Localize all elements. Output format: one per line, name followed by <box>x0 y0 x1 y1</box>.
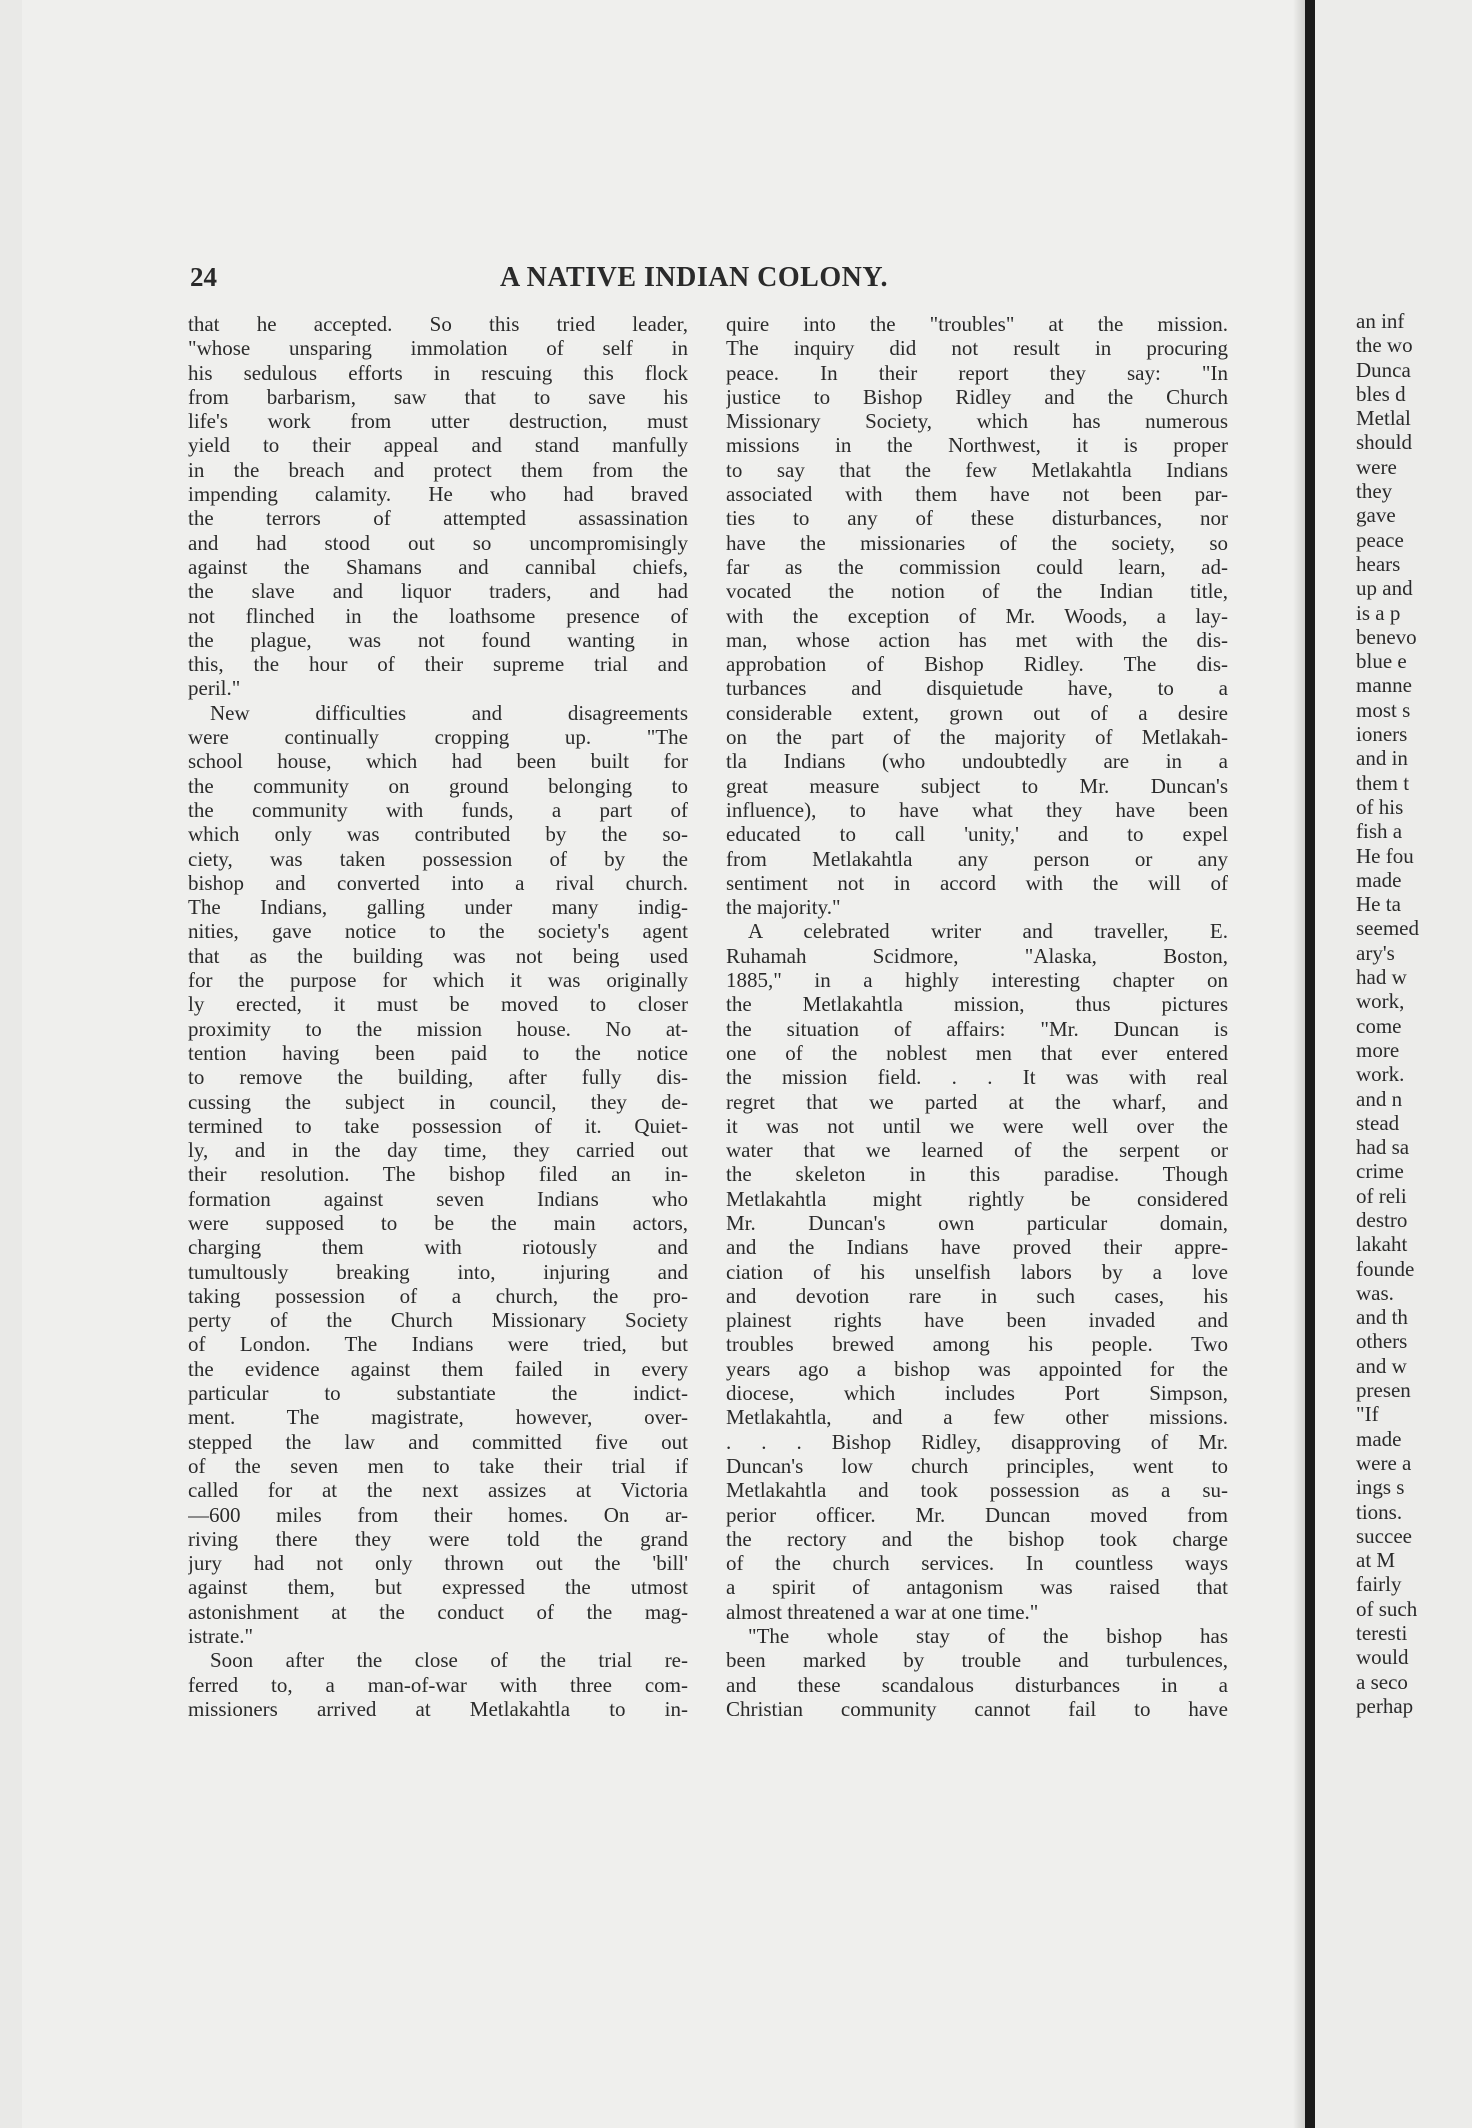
text-line: charging them with riotously and <box>188 1235 688 1260</box>
adjacent-page-text <box>1356 309 1472 1718</box>
text-line: troubles brewed among his people. Two <box>726 1332 1228 1357</box>
text-line: associated with them have not been par- <box>726 482 1228 507</box>
text-line: a spirit of antagonism was raised that <box>726 1575 1228 1600</box>
text-line: bishop and converted into a rival church. <box>188 870 688 895</box>
text-line: . . . Bishop Ridley, disapproving of Mr. <box>726 1429 1228 1454</box>
text-line: ties to any of these disturbances, nor <box>726 506 1228 531</box>
text-line: influence), to have what they have been <box>726 797 1228 822</box>
adjacent-page-line: they <box>1356 479 1393 504</box>
text-line: perty of the Church Missionary Society <box>188 1308 688 1333</box>
text-line: ment. The magistrate, however, over- <box>188 1405 688 1430</box>
adjacent-page-line: ary's <box>1356 940 1395 965</box>
adjacent-page-line: stead <box>1356 1110 1400 1135</box>
text-line: termined to take possession of it. Quiet- <box>188 1113 688 1138</box>
text-line: regret that we parted at the wharf, and <box>726 1089 1228 1114</box>
text-line: against the Shamans and cannibal chiefs, <box>188 554 688 579</box>
text-line: of the seven men to take their trial if <box>188 1453 688 1478</box>
text-line: 1885," in a highly interesting chapter on <box>726 968 1228 993</box>
adjacent-page-line: and in <box>1356 746 1408 771</box>
adjacent-page-line: of reli <box>1356 1183 1407 1208</box>
adjacent-page-line: He ta <box>1356 892 1401 917</box>
adjacent-page-line: "If <box>1356 1402 1379 1427</box>
text-line: been marked by trouble and turbulences, <box>726 1648 1228 1673</box>
text-line: school house, which had been built for <box>188 749 688 774</box>
book-page-right <box>1315 0 1472 2128</box>
adjacent-page-line: others <box>1356 1329 1408 1354</box>
adjacent-page-line: perhap <box>1356 1693 1414 1718</box>
text-line: the rectory and the bishop took charge <box>726 1526 1228 1551</box>
adjacent-page-line: seemed <box>1356 916 1419 941</box>
page-gutter-shadow <box>1293 0 1305 2128</box>
adjacent-page-line: them t <box>1356 770 1410 795</box>
text-line: the skeleton in this paradise. Though <box>726 1162 1228 1187</box>
text-line: vocated the notion of the Indian title, <box>726 579 1228 604</box>
adjacent-page-line: had sa <box>1356 1135 1410 1160</box>
adjacent-page-line: and n <box>1356 1086 1403 1111</box>
text-line: great measure subject to Mr. Duncan's <box>726 773 1228 798</box>
adjacent-page-line: most s <box>1356 697 1411 722</box>
text-line: Christian community cannot fail to have <box>726 1696 1228 1721</box>
adjacent-page-line: founde <box>1356 1256 1415 1281</box>
text-line: his sedulous efforts in rescuing this flock <box>188 360 688 385</box>
text-line: taking possession of a church, the pro- <box>188 1283 688 1308</box>
adjacent-page-line: work. <box>1356 1062 1405 1087</box>
text-line: the plague, was not found wanting in <box>188 627 688 652</box>
text-line: were supposed to be the main actors, <box>188 1210 688 1235</box>
text-line: nities, gave notice to the society's agent <box>188 919 688 944</box>
adjacent-page-line: ings s <box>1356 1475 1405 1500</box>
adjacent-page-line: would <box>1356 1645 1409 1670</box>
adjacent-page-line: tions. <box>1356 1499 1403 1524</box>
text-line: the community with funds, a part of <box>188 797 688 822</box>
text-line: formation against seven Indians who <box>188 1186 688 1211</box>
text-line: impending calamity. He who had braved <box>188 482 688 507</box>
text-line: that as the building was not being used <box>188 943 688 968</box>
text-line: for the purpose for which it was originally <box>188 968 688 993</box>
adjacent-page-line: work, <box>1356 989 1405 1014</box>
text-line: "The whole stay of the bishop has <box>748 1624 1228 1649</box>
text-line: Metlakahtla, and a few other missions. <box>726 1405 1228 1430</box>
text-line: to say that the few Metlakahtla Indians <box>726 457 1228 482</box>
adjacent-page-line: an inf <box>1356 309 1405 333</box>
text-line: ciation of his unselfish labors by a love <box>726 1259 1228 1284</box>
text-line: sentiment not in accord with the will of <box>726 870 1228 895</box>
adjacent-page-line: should <box>1356 430 1413 455</box>
page-number: 24 <box>190 262 217 292</box>
text-line: approbation of Bishop Ridley. The dis- <box>726 652 1228 677</box>
text-line: "whose unsparing immolation of self in <box>188 336 688 361</box>
adjacent-page-line: succee <box>1356 1523 1412 1548</box>
running-title: A NATIVE INDIAN COLONY. <box>500 262 889 293</box>
text-line: perior officer. Mr. Duncan moved from <box>726 1502 1228 1527</box>
text-line: diocese, which includes Port Simpson, <box>726 1381 1228 1406</box>
text-line: —600 miles from their homes. On ar- <box>188 1502 688 1527</box>
text-line: educated to call 'unity,' and to expel <box>726 822 1228 847</box>
adjacent-page-line: and w <box>1356 1353 1407 1378</box>
adjacent-page-line: bles d <box>1356 381 1406 406</box>
text-line: life's work from utter destruction, must <box>188 409 688 434</box>
adjacent-page-line: of such <box>1356 1596 1418 1621</box>
adjacent-page-line: manne <box>1356 673 1412 698</box>
text-line: jury had not only thrown out the 'bill' <box>188 1551 688 1576</box>
adjacent-page-line: Dunca <box>1356 357 1411 382</box>
text-line: the terrors of attempted assassination <box>188 506 688 531</box>
text-line: missions in the Northwest, it is proper <box>726 433 1228 458</box>
adjacent-page-line: were <box>1356 454 1397 479</box>
text-line: and had stood out so uncompromisingly <box>188 530 688 555</box>
adjacent-page-line: fairly <box>1356 1572 1402 1597</box>
text-column-left <box>188 312 688 1721</box>
text-line: from barbarism, saw that to save his <box>188 384 688 409</box>
text-line: particular to substantiate the indict- <box>188 1381 688 1406</box>
text-line: peril." <box>188 676 241 701</box>
adjacent-page-line: were a <box>1356 1450 1412 1475</box>
text-line: not flinched in the loathsome presence of <box>188 603 688 628</box>
adjacent-page-line: gave <box>1356 503 1396 528</box>
adjacent-page-line: destro <box>1356 1207 1408 1232</box>
text-line: and the Indians have proved their appre- <box>726 1235 1228 1260</box>
text-line: tention having been paid to the notice <box>188 1040 688 1065</box>
text-line: A celebrated writer and traveller, E. <box>748 919 1228 944</box>
text-line: yield to their appeal and stand manfully <box>188 433 688 458</box>
text-line: Mr. Duncan's own particular domain, <box>726 1210 1228 1235</box>
text-line: The inquiry did not result in procuring <box>726 336 1228 361</box>
adjacent-page-line: more <box>1356 1037 1400 1062</box>
text-line: quire into the "troubles" at the mission. <box>726 312 1228 336</box>
text-line: on the part of the majority of Metlakah- <box>726 725 1228 750</box>
adjacent-page-line: blue e <box>1356 649 1407 674</box>
text-line: tumultously breaking into, injuring and <box>188 1259 688 1284</box>
text-line: the majority." <box>726 895 841 920</box>
text-line: missioners arrived at Metlakahtla to in- <box>188 1696 688 1721</box>
text-line: Soon after the close of the trial re- <box>210 1648 688 1673</box>
text-line: man, whose action has met with the dis- <box>726 627 1228 652</box>
running-head <box>190 262 1230 302</box>
adjacent-page-line: hears <box>1356 551 1401 576</box>
text-line: New difficulties and disagreements <box>210 700 688 725</box>
adjacent-page-line: at M <box>1356 1548 1396 1573</box>
text-line: of the church services. In countless ways <box>726 1551 1228 1576</box>
text-line: Duncan's low church principles, went to <box>726 1453 1228 1478</box>
adjacent-page-line: was. <box>1356 1280 1394 1305</box>
text-line: this, the hour of their supreme trial and <box>188 652 688 677</box>
text-line: the situation of affairs: "Mr. Duncan is <box>726 1016 1228 1041</box>
adjacent-page-line: the wo <box>1356 333 1413 358</box>
text-line: considerable extent, grown out of a desire <box>726 700 1228 725</box>
adjacent-page-line: is a p <box>1356 600 1401 625</box>
text-line: the community on ground belonging to <box>188 773 688 798</box>
text-line: peace. In their report they say: "In <box>726 360 1228 385</box>
text-line: their resolution. The bishop filed an in- <box>188 1162 688 1187</box>
adjacent-page-line: made <box>1356 1426 1402 1451</box>
adjacent-page-line: a seco <box>1356 1669 1408 1694</box>
text-line: which only was contributed by the so- <box>188 822 688 847</box>
text-line: almost threatened a war at one time." <box>726 1599 1039 1624</box>
adjacent-page-line: presen <box>1356 1378 1411 1403</box>
book-gutter <box>1305 0 1315 2128</box>
text-line: ciety, was taken possession of by the <box>188 846 688 871</box>
text-line: the mission field. . . It was with real <box>726 1065 1228 1090</box>
text-line: ly erected, it must be moved to closer <box>188 992 688 1017</box>
text-line: ly, and in the day time, they carried out <box>188 1138 688 1163</box>
text-line: proximity to the mission house. No at- <box>188 1016 688 1041</box>
text-line: the Metlakahtla mission, thus pictures <box>726 992 1228 1017</box>
text-line: one of the noblest men that ever entered <box>726 1040 1228 1065</box>
adjacent-page-line: made <box>1356 867 1402 892</box>
adjacent-page-line: teresti <box>1356 1621 1408 1646</box>
adjacent-page-line: peace <box>1356 527 1404 552</box>
text-column-right <box>726 312 1228 1721</box>
text-line: justice to Bishop Ridley and the Church <box>726 384 1228 409</box>
text-line: riving there they were told the grand <box>188 1526 688 1551</box>
text-line: cussing the subject in council, they de- <box>188 1089 688 1114</box>
text-line: water that we learned of the serpent or <box>726 1138 1228 1163</box>
adjacent-page-line: lakaht <box>1356 1232 1408 1257</box>
adjacent-page-line: come <box>1356 1013 1402 1038</box>
text-line: the slave and liquor traders, and had <box>188 579 688 604</box>
text-line: have the missionaries of the society, so <box>726 530 1228 555</box>
text-line: against them, but expressed the utmost <box>188 1575 688 1600</box>
text-line: far as the commission could learn, ad- <box>726 554 1228 579</box>
adjacent-page-line: benevo <box>1356 624 1417 649</box>
adjacent-page-line: had w <box>1356 965 1407 990</box>
text-line: the evidence against them failed in every <box>188 1356 688 1381</box>
adjacent-page-line: up and <box>1356 576 1413 601</box>
text-line: called for at the next assizes at Victoria <box>188 1478 688 1503</box>
text-line: Ruhamah Scidmore, "Alaska, Boston, <box>726 943 1228 968</box>
text-line: of London. The Indians were tried, but <box>188 1332 688 1357</box>
text-line: istrate." <box>188 1624 254 1649</box>
text-line: and these scandalous disturbances in a <box>726 1672 1228 1697</box>
adjacent-page-line: and th <box>1356 1305 1408 1330</box>
text-line: tla Indians (who undoubtedly are in a <box>726 749 1228 774</box>
adjacent-page-line: crime <box>1356 1159 1404 1184</box>
text-line: to remove the building, after fully dis- <box>188 1065 688 1090</box>
text-line: ferred to, a man-of-war with three com- <box>188 1672 688 1697</box>
text-line: and devotion rare in such cases, his <box>726 1283 1228 1308</box>
adjacent-page-line: Metlal <box>1356 406 1411 431</box>
text-line: that he accepted. So this tried leader, <box>188 312 688 336</box>
text-line: it was not until we were well over the <box>726 1113 1228 1138</box>
text-line: Metlakahtla and took possession as a su- <box>726 1478 1228 1503</box>
text-line: astonishment at the conduct of the mag- <box>188 1599 688 1624</box>
text-line: stepped the law and committed five out <box>188 1429 688 1454</box>
text-line: years ago a bishop was appointed for the <box>726 1356 1228 1381</box>
text-line: in the breach and protect them from the <box>188 457 688 482</box>
text-line: The Indians, galling under many indig- <box>188 895 688 920</box>
adjacent-page-line: fish a <box>1356 819 1403 844</box>
text-line: were continually cropping up. "The <box>188 725 688 750</box>
adjacent-page-line: ioners <box>1356 722 1408 747</box>
adjacent-page-line: of his <box>1356 794 1404 819</box>
text-line: with the exception of Mr. Woods, a lay- <box>726 603 1228 628</box>
adjacent-page-line: He fou <box>1356 843 1414 868</box>
text-line: plainest rights have been invaded and <box>726 1308 1228 1333</box>
text-line: Missionary Society, which has numerous <box>726 409 1228 434</box>
text-line: from Metlakahtla any person or any <box>726 846 1228 871</box>
text-line: Metlakahtla might rightly be considered <box>726 1186 1228 1211</box>
text-line: turbances and disquietude have, to a <box>726 676 1228 701</box>
